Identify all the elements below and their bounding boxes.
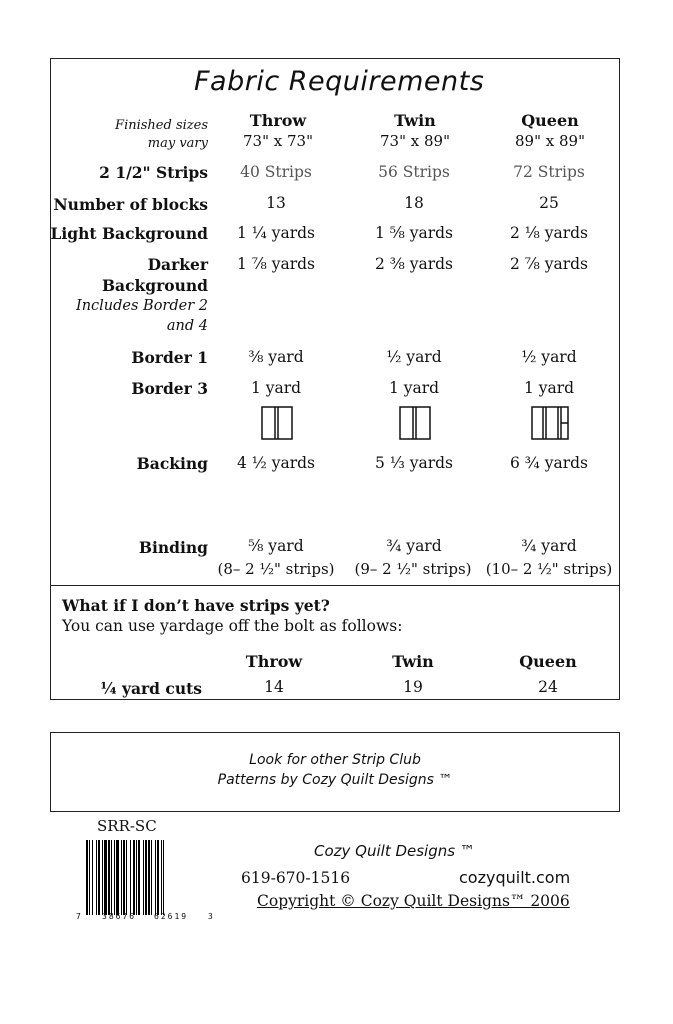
yardage-throw: 14 [264,678,284,696]
barcode-bar [86,840,88,915]
size-throw: 73" x 73" [243,132,313,150]
strips-twin: 56 Strips [378,163,450,181]
darker-throw: 1 ⅞ yards [236,255,316,273]
darker-twin: 2 ⅜ yards [374,255,454,273]
column-header-queen: Queen [521,111,579,130]
yardage-row-label: ¼ yard cuts [100,679,202,698]
copyright-notice: Copyright © Cozy Quilt Designs™ 2006 [257,892,570,910]
barcode-bar [89,840,90,915]
yardage-header-throw: Throw [245,652,303,671]
row-label-darker-1: Darker [147,255,208,274]
barcode-bar [123,840,125,915]
backing-diagram-twin [399,406,431,440]
yardage-header-queen: Queen [519,652,577,671]
barcode-bar [104,840,107,915]
border1-twin: ½ yard [386,348,442,366]
darker-note-1: Includes Border 2 [75,298,208,314]
yardage-question: What if I don’t have strips yet? [62,596,330,615]
border3-throw: 1 yard [250,379,302,397]
row-label-blocks: Number of blocks [53,195,208,214]
binding-strips-queen: (10– 2 ½" strips) [485,560,613,578]
strips-queen: 72 Strips [513,163,585,181]
barcode-bar [133,840,135,915]
barcode-digit-4: 3 [208,912,213,921]
promo-line1: Look for other Strip Club [249,752,421,768]
row-label-light: Light Background [50,224,208,243]
strips-throw: 40 Strips [240,163,312,181]
border1-throw: ⅜ yard [248,348,304,366]
yardage-header-twin: Twin [392,652,434,671]
barcode-bar [155,840,156,915]
binding-strips-throw: (8– 2 ½" strips) [217,560,335,578]
website-link[interactable]: cozyquilt.com [459,868,571,887]
row-label-border3: Border 3 [131,379,208,398]
barcode-digits-3: 62619 [154,912,189,921]
company-name: Cozy Quilt Designs ™ [314,842,475,860]
size-twin: 73" x 89" [380,132,450,150]
sizes-note-line1: Finished sizes [115,118,208,133]
darker-queen: 2 ⅞ yards [509,255,589,273]
light-queen: 2 ⅛ yards [509,224,589,242]
promo-line2: Patterns by Cozy Quilt Designs ™ [217,772,453,788]
light-throw: 1 ¼ yards [236,224,316,242]
barcode-bar [163,840,164,915]
barcode-bars [86,840,208,915]
barcode-bar [136,840,137,915]
barcode-bar [102,840,103,915]
border1-queen: ½ yard [521,348,577,366]
binding-strips-twin: (9– 2 ½" strips) [354,560,472,578]
barcode-bar [114,840,115,915]
barcode-bar [98,840,100,915]
sizes-note-line2: may vary [147,136,208,151]
blocks-throw: 13 [266,194,286,212]
yardage-twin: 19 [403,678,423,696]
barcode-bar [121,840,122,915]
barcode-digits-2: 38676 [102,912,137,921]
backing-twin: 5 ⅓ yards [374,454,454,472]
border3-twin: 1 yard [388,379,440,397]
barcode-bar [130,840,131,915]
barcode-bar [111,840,112,915]
backing-diagram-throw [261,406,293,440]
backing-diagram-queen [531,406,569,440]
light-twin: 1 ⅝ yards [374,224,454,242]
row-label-border1: Border 1 [131,348,208,367]
backing-queen: 6 ¾ yards [509,454,589,472]
binding-throw: ⅝ yard [248,537,304,555]
page-title: Fabric Requirements [194,66,485,97]
barcode [76,840,213,921]
yardage-queen: 24 [538,678,558,696]
barcode-bar [126,840,127,915]
yardage-subtitle: You can use yardage off the bolt as follows: [62,617,403,635]
row-label-binding: Binding [138,538,208,557]
barcode-bar [145,840,147,915]
column-header-throw: Throw [249,111,307,130]
barcode-bar [161,840,162,915]
barcode-bar [108,840,110,915]
binding-twin: ¾ yard [386,537,442,555]
sku-label: SRR-SC [97,817,157,835]
blocks-twin: 18 [404,194,424,212]
section-divider [50,585,620,586]
row-label-strips: 2 1/2" Strips [99,163,208,182]
barcode-bar [143,840,144,915]
blocks-queen: 25 [539,194,559,212]
binding-queen: ¾ yard [521,537,577,555]
phone-number: 619-670-1516 [241,869,351,887]
barcode-digit-1: 7 [76,912,81,921]
border3-queen: 1 yard [523,379,575,397]
backing-throw: 4 ½ yards [236,454,316,472]
barcode-bar [151,840,152,915]
barcode-bar [148,840,150,915]
darker-note-2: and 4 [166,318,208,334]
column-header-twin: Twin [394,111,436,130]
barcode-bar [96,840,97,915]
size-queen: 89" x 89" [515,132,585,150]
barcode-bar [138,840,140,915]
row-label-backing: Backing [136,454,208,473]
barcode-bar [157,840,159,915]
barcode-bar [92,840,93,915]
barcode-bar [116,840,119,915]
row-label-darker-2: Background [101,276,208,295]
